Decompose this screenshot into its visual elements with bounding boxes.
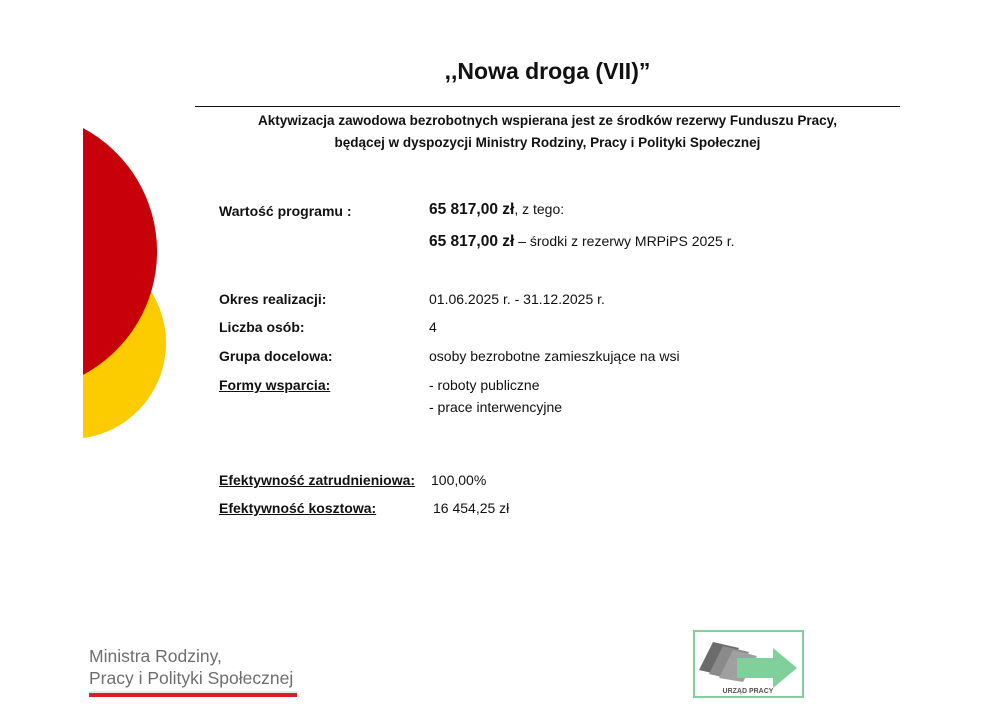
reserve-value [429,233,735,251]
cost-efficiency-value: 16 454,25 zł [433,500,510,516]
urzad-pracy-logo [693,630,804,698]
ministry-line-2: Pracy i Polityki Społecznej [89,668,294,688]
period-value: 01.06.2025 r. - 31.12.2025 r. [429,291,605,307]
reserve-suffix: – środki z rezerwy MRPiPS 2025 r. [514,233,735,249]
subtitle-line-1: Aktywizacja zawodowa bezrobotnych wspierana jest ze środków rezerwy Funduszu Pracy, [258,113,837,128]
support-forms-item: - roboty publiczne [429,377,540,393]
employment-efficiency-label: Efektywność zatrudnieniowa: [219,472,416,488]
ministry-line-1: Ministra Rodziny, [89,646,222,666]
flag-bar-red [89,693,297,697]
ministry-flag-bar [89,691,297,697]
decorative-circles [0,0,170,450]
persons-label: Liczba osób: [219,319,305,335]
target-group-value: osoby bezrobotne zamieszkujące na wsi [429,348,680,364]
cost-efficiency-label: Efektywność kosztowa: [219,500,377,516]
program-value-suffix: , z tego: [514,201,565,217]
program-value [429,201,564,219]
employment-efficiency-value: 100,00% [431,472,487,488]
period-label: Okres realizacji: [219,291,327,307]
page-subtitle [195,110,900,154]
title-divider [195,106,900,107]
program-value-amount: 65 817,00 zł [429,201,515,218]
support-forms-item: - prace interwencyjne [429,399,563,415]
persons-value: 4 [429,319,437,335]
reserve-amount: 65 817,00 zł [429,233,515,250]
program-value-label: Wartość programu : [219,203,352,219]
subtitle-line-2: będącej w dyspozycji Ministry Rodziny, Pracy i Polityki Społecznej [334,135,761,150]
logo-text: URZĄD PRACY [722,688,774,695]
target-group-label: Grupa docelowa: [219,348,333,364]
support-forms-label: Formy wsparcia: [219,377,331,393]
ministry-logo-text [89,645,293,689]
page-title: ,,Nowa droga (VII)” [444,58,651,84]
